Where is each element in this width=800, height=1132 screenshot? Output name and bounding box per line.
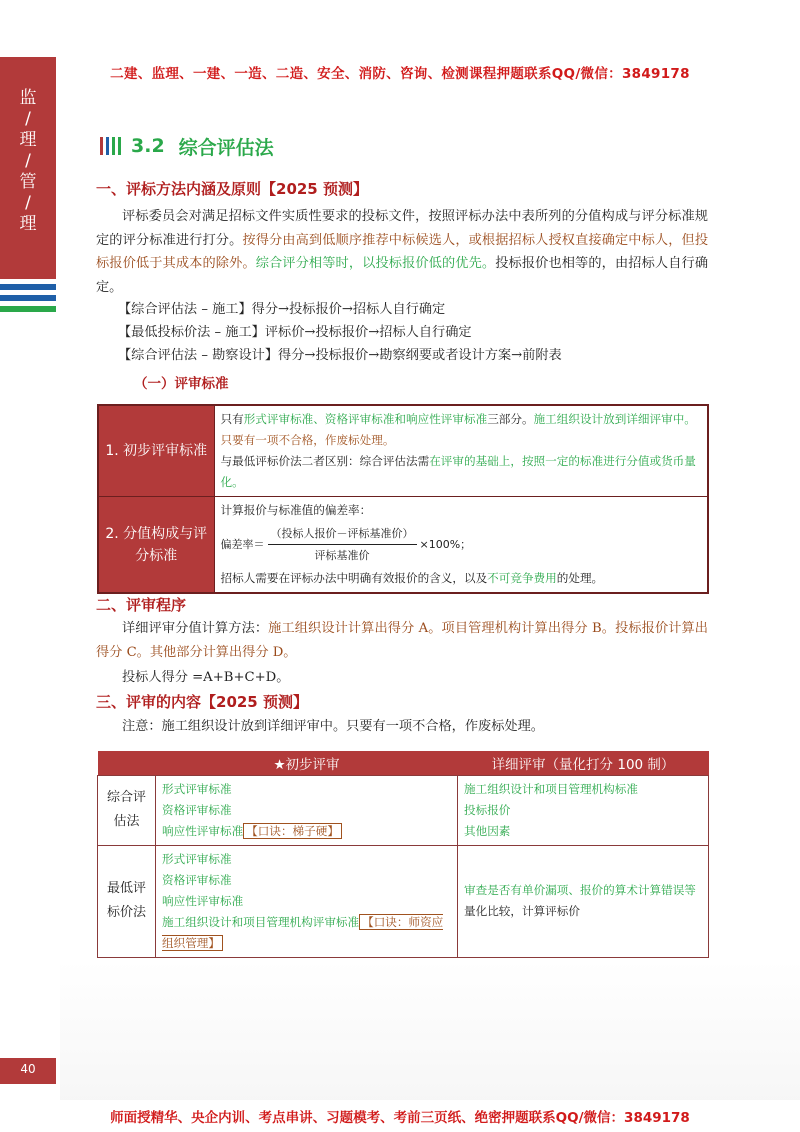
text: 的处理。 (556, 571, 604, 585)
highlight-text: 施工组织设计放到详细评审中。 (533, 412, 696, 426)
row-content (214, 405, 708, 497)
section-bars-icon (100, 137, 121, 155)
heading-principles: 一、评标方法内涵及原则【2025 预测】 (96, 180, 368, 198)
section-title: 综合评估法 (178, 136, 274, 159)
paragraph-principles (96, 205, 708, 299)
stripe (0, 273, 56, 279)
col-header: 详细评审（量化打分 100 制） (458, 751, 709, 775)
flow-line-2: 【最低投标价法 – 施工】评标价→投标报价→招标人自行确定 (118, 325, 472, 340)
highlight-text: 形式评审标准、资格评审标准和响应性评审标准 (243, 412, 488, 426)
list-item: 响应性评审标准 (162, 823, 244, 838)
highlight-text: 施工组织设计计算出得分 A。项目管理机构计算出得分 B。投标报价计算出得分 C。其他部分计算出得分 D。 (96, 621, 708, 660)
background-fade (60, 960, 800, 1100)
section-header (100, 132, 274, 160)
fraction (268, 523, 417, 566)
side-char: / (25, 151, 31, 171)
side-char: / (25, 109, 31, 129)
detailed-cell (458, 775, 709, 845)
text: 计算报价与标准值的偏差率： (220, 503, 372, 517)
row-head: 2. 分值构成与评分标准 (98, 497, 214, 594)
side-chapter-label (0, 88, 56, 235)
formula-label: 偏差率＝ (220, 538, 265, 551)
row-head: 1. 初步评审标准 (98, 405, 214, 497)
paragraph-procedure (96, 617, 708, 664)
criteria-table (97, 404, 709, 594)
table-row (98, 405, 708, 497)
side-stripes (0, 273, 56, 317)
text: 评标委员会对满足招标文件实质性要求的投标文件，按照评标办法中表所列的分值构成与评分标准规定的评分标准进行打分。 (96, 209, 708, 248)
highlight-text: ，或根据招标人授权直接确定中标人，但投标报价低于其成本的除外。 (96, 232, 709, 271)
flow-line-1: 【综合评估法 – 施工】得分→投标报价→招标人自行确定 (118, 302, 446, 317)
heading-procedure: 二、评审程序 (96, 596, 187, 614)
text: 三部分。 (487, 412, 534, 426)
highlight-text: 综合评分相等时，以投标报价低的优先。 (255, 256, 496, 271)
preliminary-cell (156, 775, 458, 845)
text: 详细评审分值计算方法： (122, 621, 269, 636)
mnemonic-box: 【口诀：师资应组织管理】 (162, 914, 444, 950)
text: 投标报价也相等的，由招标人自行确定。 (96, 256, 709, 295)
table-header-row (98, 751, 709, 775)
list-item: 投标报价 (464, 802, 511, 817)
paragraph-score: 投标人得分 =A+B+C+D。 (122, 670, 290, 685)
flow-line-3: 【综合评估法 – 勘察设计】得分→投标报价→勘察纲要或者设计方案→前附表 (118, 348, 562, 363)
list-item: 审查是否有单价漏项、报价的算术计算错误等 (464, 883, 696, 897)
section-number: 3.2 (131, 135, 165, 157)
mnemonic-box: 【口诀：梯子硬】 (243, 823, 342, 839)
highlight-text: 不可竞争费用 (487, 571, 557, 585)
bottom-promo-banner: 师面授精华、央企内训、考点串讲、习题模考、考前三页纸、绝密押题联系QQ/微信：3849178 (110, 1110, 690, 1126)
list-item: 施工组织设计和项目管理机构标准 (464, 781, 638, 796)
col-header (98, 751, 156, 775)
list-item: 量化比较，计算评标价 (464, 904, 580, 918)
side-char: 管 (19, 172, 37, 192)
highlight-text: 在评审的基础上，按照一定的标准进行分值或货币量化。 (220, 454, 696, 489)
row-head: 最低评标价法 (98, 845, 156, 957)
side-char: 理 (19, 130, 37, 150)
col-header: ★初步评审 (156, 751, 458, 775)
stripe (0, 295, 56, 301)
stripe (0, 306, 56, 312)
numerator: （投标人报价－评标基准价） (268, 523, 417, 545)
list-item: 施工组织设计和项目管理机构评审标准 (162, 914, 360, 929)
detailed-cell (458, 845, 709, 957)
stripe (0, 284, 56, 290)
formula-tail: ×100%； (419, 538, 472, 551)
top-promo-banner: 二建、监理、一建、一造、二造、安全、消防、咨询、检测课程押题联系QQ/微信：3849178 (110, 66, 690, 82)
text: 招标人需要在评标办法中明确有效报价的含义，以及 (220, 571, 488, 585)
review-content-table (97, 751, 709, 958)
text: 只有 (220, 412, 244, 426)
highlight-text: 按得分由高到低顺序推荐中标候选人 (242, 232, 456, 248)
subheading-criteria: （一）评审标准 (134, 376, 229, 392)
note: 注意：施工组织设计放到详细评审中。只要有一项不合格，作废标处理。 (122, 719, 544, 734)
list-item: 形式评审标准 (162, 781, 232, 796)
deviation-formula (221, 523, 702, 566)
text: 与最低评标价法二者区别：综合评估法需 (220, 454, 430, 468)
list-item: 资格评审标准 (162, 802, 232, 817)
list-item: 其他因素 (464, 823, 511, 838)
page-number: 40 (20, 1062, 36, 1076)
table-row (98, 775, 709, 845)
row-head: 综合评估法 (98, 775, 156, 845)
side-char: 监 (19, 88, 37, 108)
list-item: 响应性评审标准 (162, 893, 244, 908)
list-item: 形式评审标准 (162, 851, 232, 866)
list-item: 资格评审标准 (162, 872, 232, 887)
denominator: 评标基准价 (314, 549, 370, 562)
highlight-text: 只要有一项不合格，作废标处理。 (220, 433, 395, 447)
table-row (98, 497, 708, 594)
row-content (214, 497, 708, 594)
heading-content: 三、评审的内容【2025 预测】 (96, 693, 308, 711)
side-char: / (25, 193, 31, 213)
preliminary-cell (156, 845, 458, 957)
table-row (98, 845, 709, 957)
side-char: 理 (19, 214, 37, 234)
